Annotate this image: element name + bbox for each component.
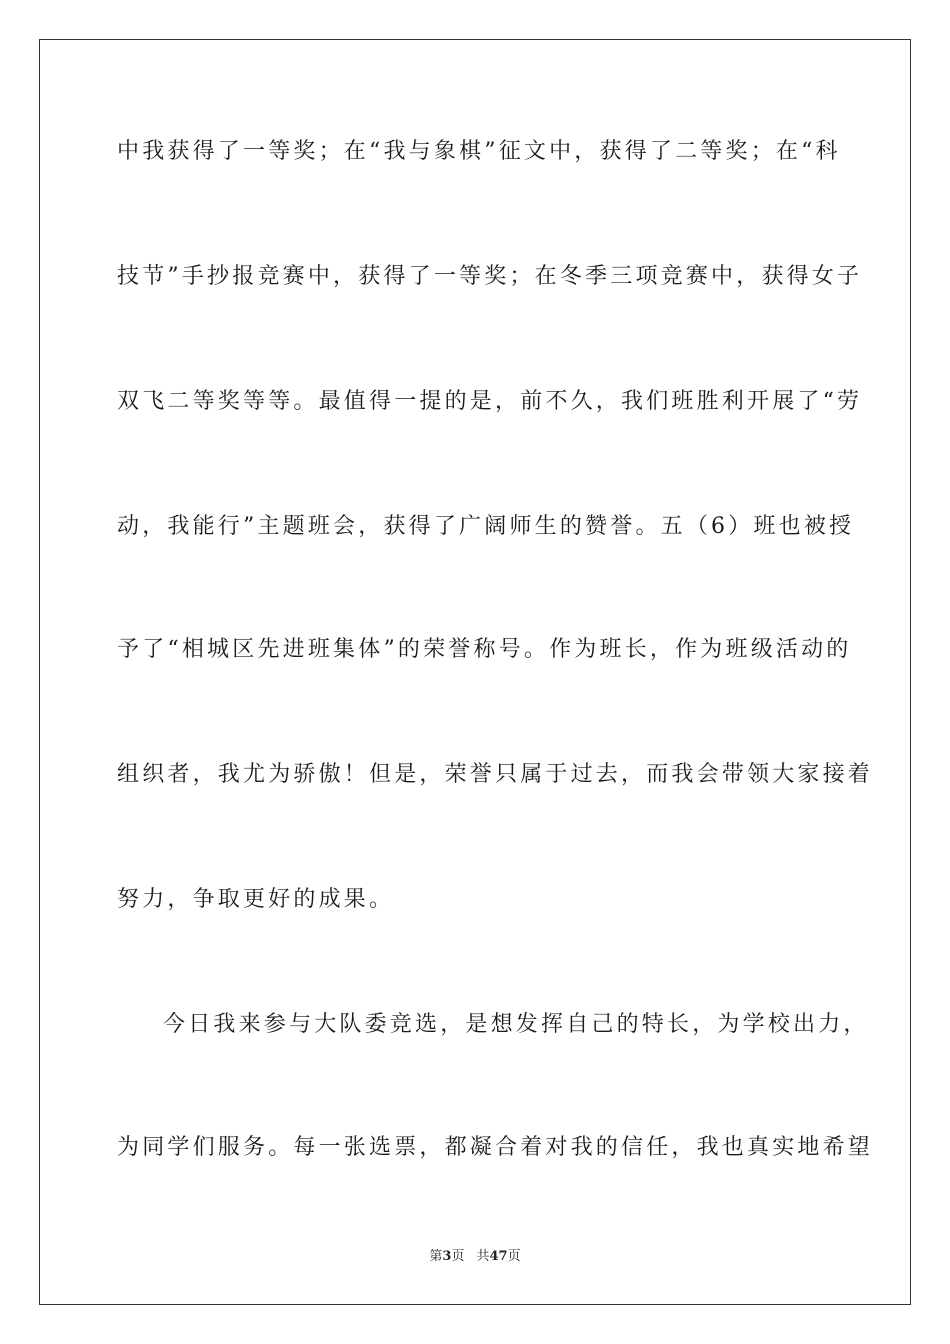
body-text-line-7: 努力，争取更好的成果。: [117, 887, 395, 912]
body-text-line-8: 今日我来参与大队委竞选，是想发挥自己的特长，为学校出力，: [163, 1012, 869, 1037]
total-pages: 47: [489, 1249, 508, 1264]
body-text-line-5: 予了“相城区先进班集体”的荣誉称号。作为班长，作为班级活动的: [117, 637, 852, 662]
page-number: 3: [442, 1249, 452, 1264]
body-text-line-4: 动，我能行”主题班会，获得了广阔师生的赞誉。五（6）班也被授: [117, 514, 855, 539]
body-text-line-9: 为同学们服务。每一张选票，都凝合着对我的信任，我也真实地希望: [117, 1135, 874, 1160]
page-prefix: 第: [429, 1249, 443, 1264]
total-prefix: 共: [476, 1249, 490, 1264]
body-text-line-2: 技节”手抄报竞赛中，获得了一等奖；在冬季三项竞赛中，获得女子: [117, 264, 863, 289]
body-text-line-6: 组织者，我尤为骄傲！但是，荣誉只属于过去，而我会带领大家接着: [117, 762, 874, 787]
page-suffix: 页: [451, 1249, 465, 1264]
total-suffix: 页: [507, 1249, 521, 1264]
body-text-line-1: 中我获得了一等奖；在“我与象棋”征文中，获得了二等奖；在“科: [117, 139, 841, 164]
page-footer: [0, 1248, 950, 1266]
body-text-line-3: 双飞二等奖等等。最值得一提的是，前不久，我们班胜利开展了“劳: [117, 389, 863, 414]
page-border: [39, 39, 911, 1305]
